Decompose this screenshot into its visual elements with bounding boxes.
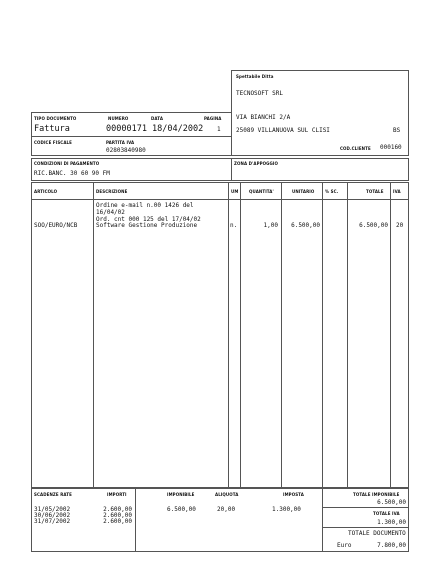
order-reference-line: Ord. cnt 000 125 del 17/04/02: [96, 216, 201, 223]
col-header-vat: IVA: [393, 189, 401, 194]
rate-label: ALIQUOTA: [215, 492, 239, 497]
delivery-label: ZONA D'APPOGGIO: [234, 161, 278, 166]
doc-type-label: TIPO DOCUMENTO: [34, 116, 77, 121]
total-document: 7.800,00: [377, 542, 406, 549]
customer-province: BS: [393, 127, 401, 134]
date-label: DATA: [151, 116, 164, 121]
total-document-label: TOTALE DOCUMENTO: [348, 530, 406, 537]
tax-code-label: CODICE FISCALE: [34, 140, 73, 145]
item-total: 6.500,00: [359, 222, 388, 229]
due-date: 31/05/2002: [34, 506, 71, 513]
total-taxable: 6.500,00: [377, 499, 406, 506]
taxable-amount: 6.500,00: [167, 506, 196, 513]
order-reference-line: Ordine e-mail n.00 1426 del: [96, 202, 194, 209]
taxable-label: IMPONIBILE: [167, 492, 195, 497]
page-number: 1: [217, 126, 221, 133]
client-code-label: COD.CLIENTE: [340, 146, 371, 151]
order-reference-line: 16/04/02: [96, 209, 125, 216]
col-header-discount: % SC.: [325, 189, 339, 194]
due-amount: 2.600,00: [103, 518, 132, 525]
total-vat-label: TOTALE IVA: [373, 511, 400, 516]
payment-label: CONDIZIONI DI PAGAMENTO: [34, 161, 100, 166]
vat-rate: 20,00: [217, 506, 236, 513]
customer-name: TECNOSOFT SRL: [236, 90, 283, 97]
vat-number-label: PARTITA IVA: [106, 140, 135, 145]
col-header-quantity: QUANTITA': [249, 189, 274, 194]
item-description: Software Gestione Produzione: [96, 222, 198, 229]
col-header-total: TOTALE: [366, 189, 384, 194]
total-vat: 1.300,00: [377, 519, 406, 526]
col-header-um: UM: [231, 189, 239, 194]
tax-label: IMPOSTA: [283, 492, 304, 497]
page-label: PAGINA: [204, 116, 222, 121]
due-amount: 2.600,00: [103, 512, 132, 519]
due-dates-label: SCADENZE RATE: [34, 492, 72, 497]
total-taxable-label: TOTALE IMPONIBILE: [353, 492, 400, 497]
due-amounts-label: IMPORTI: [107, 492, 127, 497]
doc-type: Fattura: [34, 124, 70, 134]
customer-city: 25089 VILLANUOVA SUL CLISI: [236, 127, 330, 134]
col-header-description: DESCRIZIONE: [96, 189, 128, 194]
due-date: 30/06/2002: [34, 512, 71, 519]
currency: Euro: [337, 542, 352, 549]
customer-label: Spettabile Ditta: [236, 74, 274, 79]
item-code: SOO/EURO/NCB: [34, 222, 78, 229]
item-unit-price: 6.500,00: [291, 222, 320, 229]
payment-terms: RIC.BANC. 30 60 90 FM: [34, 170, 110, 177]
col-header-unit-price: UNITARIO: [292, 189, 315, 194]
item-vat: 20: [396, 222, 404, 229]
doc-number-date: 00000171 18/04/2002: [106, 124, 204, 134]
item-quantity: 1,00: [263, 222, 278, 229]
vat-number: 02803840980: [106, 147, 146, 154]
due-date: 31/07/2002: [34, 518, 71, 525]
col-header-article: ARTICOLO: [34, 189, 58, 194]
tax-amount: 1.300,00: [272, 506, 301, 513]
item-um: n.: [230, 222, 238, 229]
client-code: 000160: [380, 144, 402, 151]
due-amount: 2.600,00: [103, 506, 132, 513]
customer-address: VIA BIANCHI 2/A: [236, 114, 291, 121]
number-label: NUMERO: [108, 116, 129, 121]
